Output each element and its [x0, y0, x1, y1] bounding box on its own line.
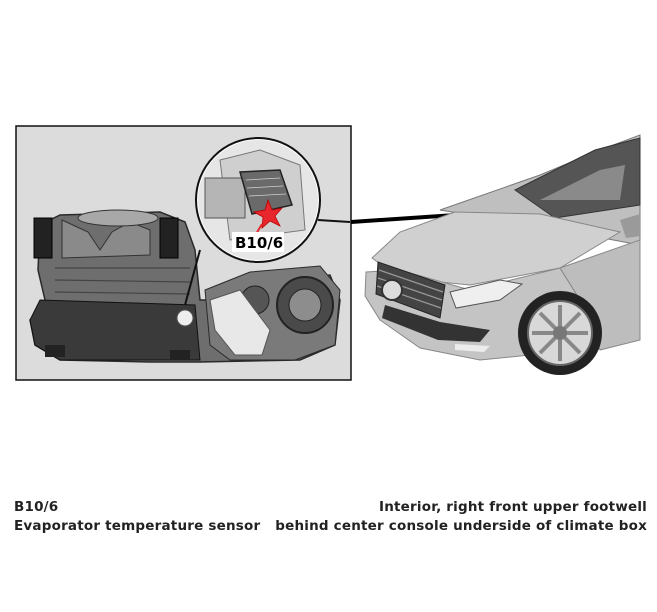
callout-label: B10/6 [235, 234, 284, 252]
location-line-1: Interior, right front upper footwell [379, 499, 647, 515]
location-caption [275, 498, 647, 536]
sedan-front-illustration-icon [365, 135, 640, 375]
component-name: Evaporator temperature sensor [14, 518, 261, 534]
location-line-2: behind center console underside of climate box [275, 518, 647, 534]
component-caption [14, 498, 260, 536]
climate-box-inset [16, 126, 351, 380]
component-code: B10/6 [14, 499, 59, 515]
